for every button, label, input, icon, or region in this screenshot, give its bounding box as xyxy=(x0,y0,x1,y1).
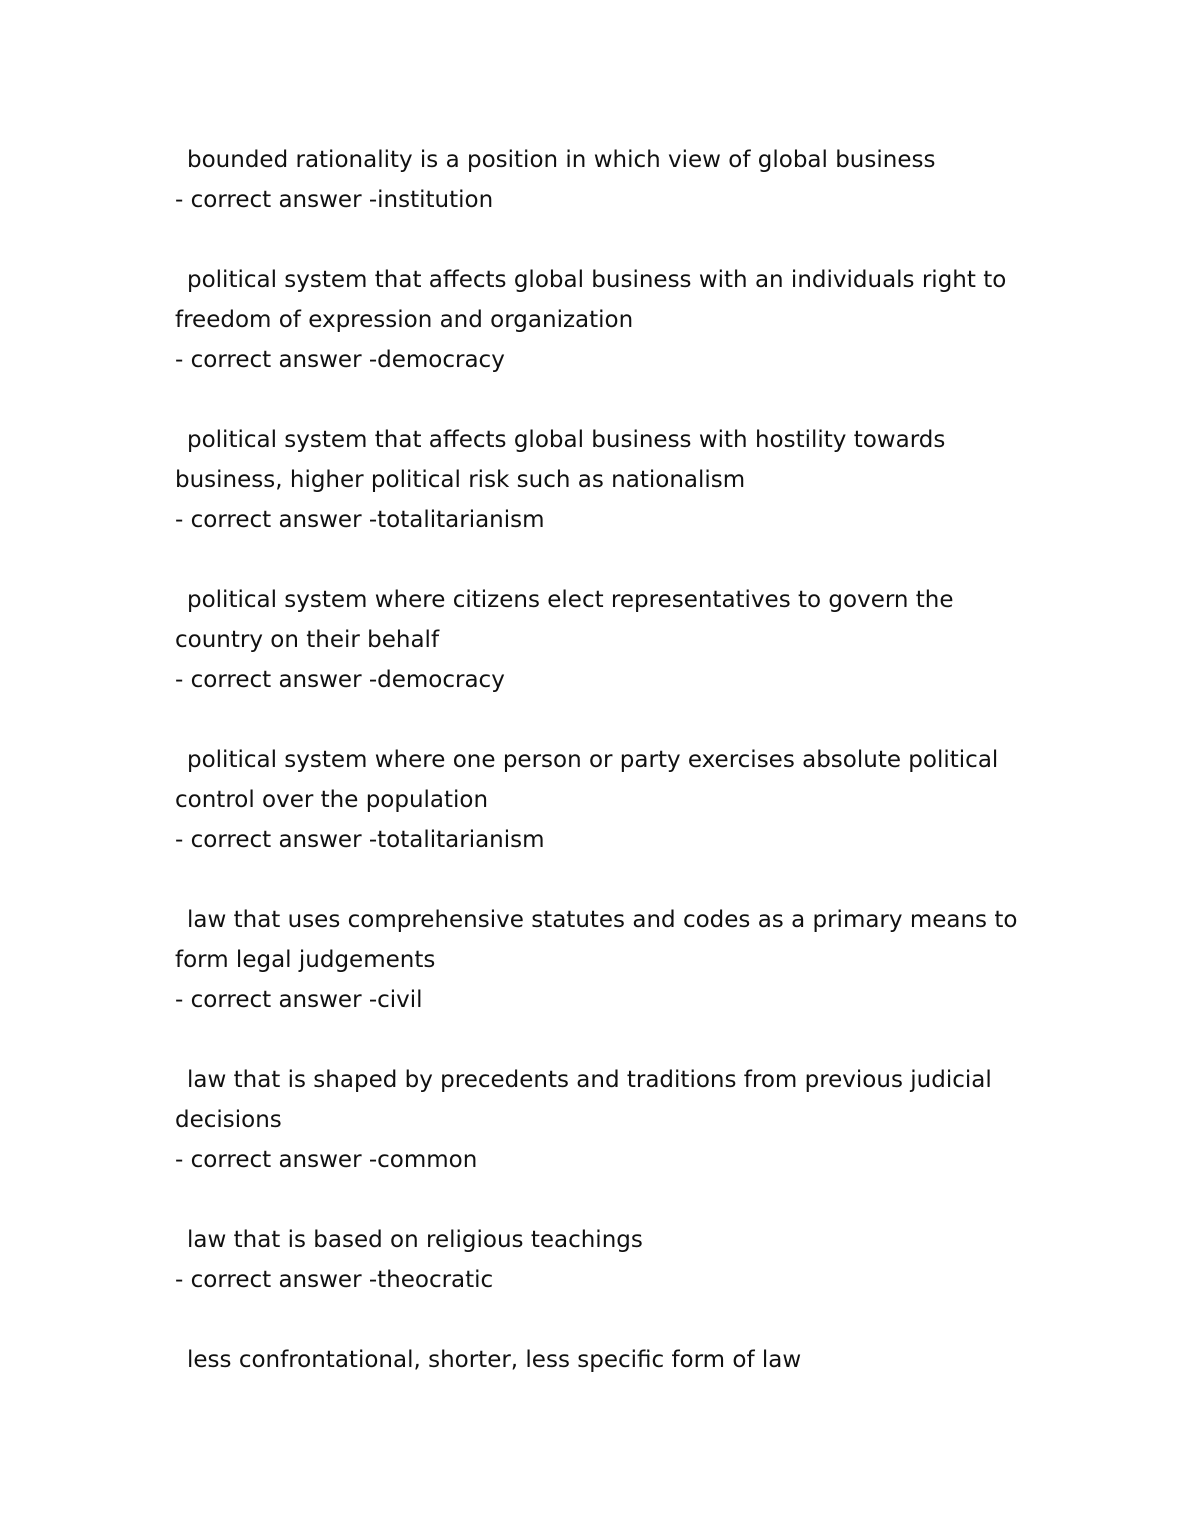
question-text: law that is shaped by precedents and traditions from previous judicial decisions xyxy=(175,1067,992,1133)
question-text: political system where citizens elect representatives to govern the country on their behalf xyxy=(175,587,954,653)
qa-item xyxy=(175,740,1035,860)
qa-item xyxy=(175,1340,1035,1380)
question-text: law that is based on religious teachings xyxy=(187,1227,643,1253)
answer-text: - correct answer -totalitarianism xyxy=(175,507,545,533)
question-text: law that uses comprehensive statutes and codes as a primary means to form legal judgements xyxy=(175,907,1018,973)
qa-item xyxy=(175,1060,1035,1180)
qa-item xyxy=(175,140,1035,220)
qa-item xyxy=(175,580,1035,700)
qa-item xyxy=(175,420,1035,540)
qa-item xyxy=(175,900,1035,1020)
question-text: political system that affects global business with hostility towards business, higher political risk such as nationalism xyxy=(175,427,946,493)
answer-text: - correct answer -democracy xyxy=(175,667,505,693)
flashcard-list xyxy=(175,140,1035,1420)
answer-text: - correct answer -institution xyxy=(175,187,494,213)
question-text: political system where one person or party exercises absolute political control over the population xyxy=(175,747,999,813)
question-text: bounded rationality is a position in which view of global business xyxy=(187,147,936,173)
answer-text: - correct answer -theocratic xyxy=(175,1267,494,1293)
answer-text: - correct answer -totalitarianism xyxy=(175,827,545,853)
qa-item xyxy=(175,1220,1035,1300)
answer-text: - correct answer -democracy xyxy=(175,347,505,373)
answer-text: - correct answer -common xyxy=(175,1147,478,1173)
question-text: political system that affects global business with an individuals right to freedom of expression and organization xyxy=(175,267,1007,333)
qa-item xyxy=(175,260,1035,380)
answer-text: - correct answer -civil xyxy=(175,987,423,1013)
question-text: less confrontational, shorter, less specific form of law xyxy=(187,1347,802,1373)
